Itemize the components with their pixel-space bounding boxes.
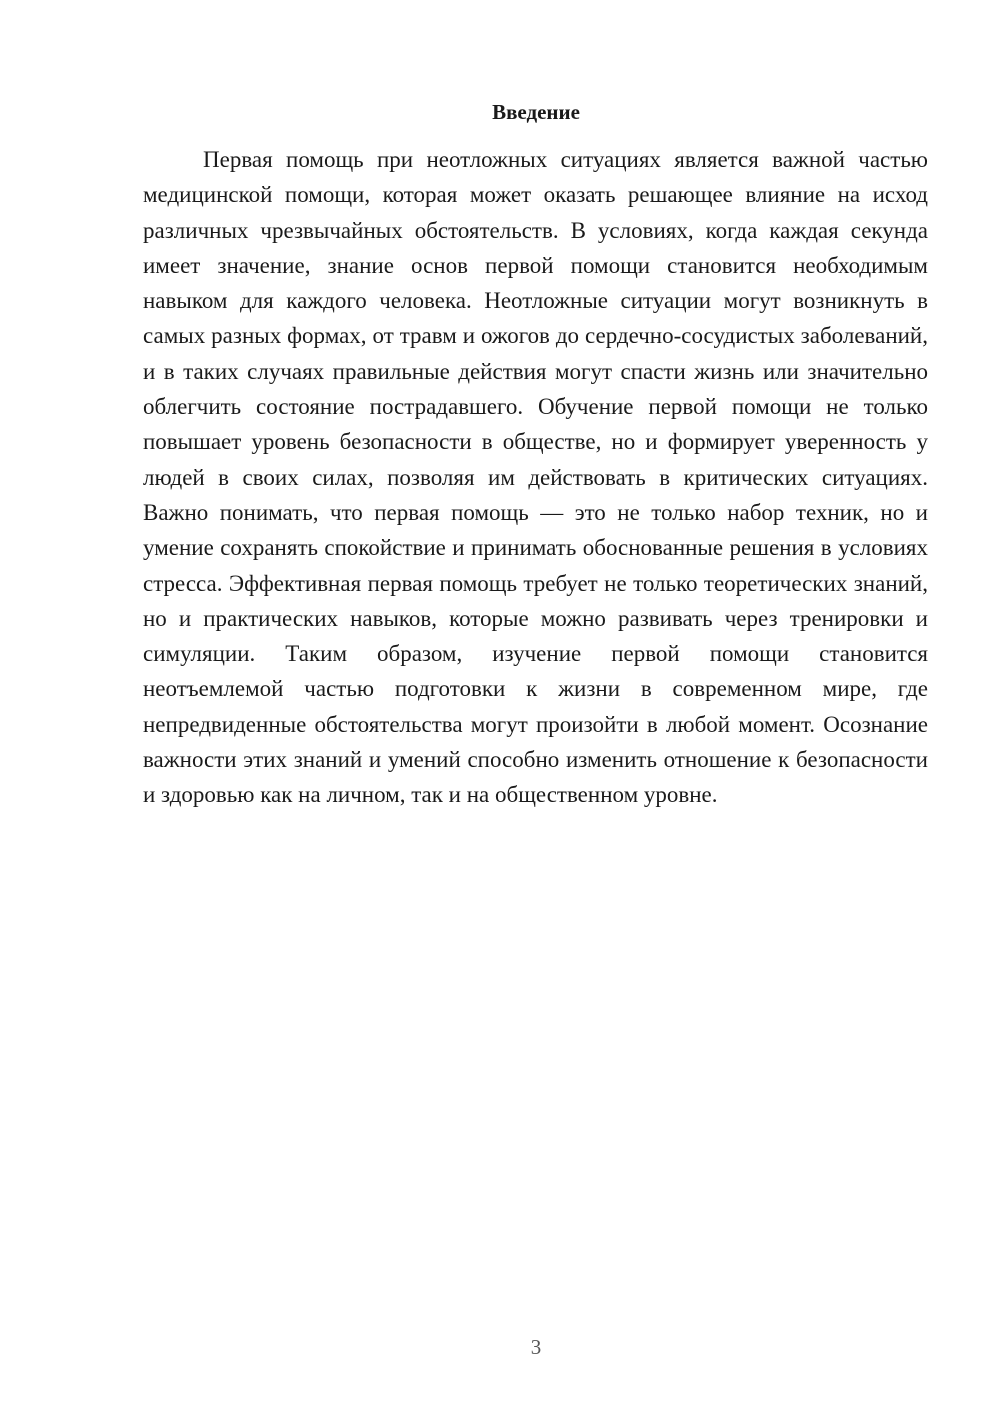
body-paragraph: Первая помощь при неотложных ситуациях является важной частью медицинской помощи, которая может оказать решающее влияние на исход различных чрезвычайных обстоятельств. В условиях, когда каждая секунда имеет значение, знание основ первой помощи становится необходимым навыком для каждого человека. Неотложные ситуации могут возникнуть в самых разных формах, от травм и ожогов до сердечно-сосудистых заболеваний, и в таких случаях правильные действия могут спасти жизнь или значительно облегчить состояние пострадавшего. Обучение первой помощи не только повышает уровень безопасности в обществе, но и формирует уверенность у людей в своих силах, позволяя им действовать в критических ситуациях. Важно понимать, что первая помощь — это не только набор техник, но и умение сохранять спокойствие и принимать обоснованные решения в условиях стресса. Эффективная первая помощь требует не только теоретических знаний, но и практических навыков, которые можно развивать через тренировки и симуляции. Таким образом, изучение первой помощи становится неотъемлемой частью подготовки к жизни в современном мире, где непредвиденные обстоятельства могут произойти в любой момент. Осознание важности этих знаний и умений способно изменить отношение к безопасности и здоровью как на личном, так и на общественном уровне. (143, 147, 928, 808)
page-number: 3 (530, 1335, 542, 1359)
page-title: Введение (492, 100, 580, 124)
